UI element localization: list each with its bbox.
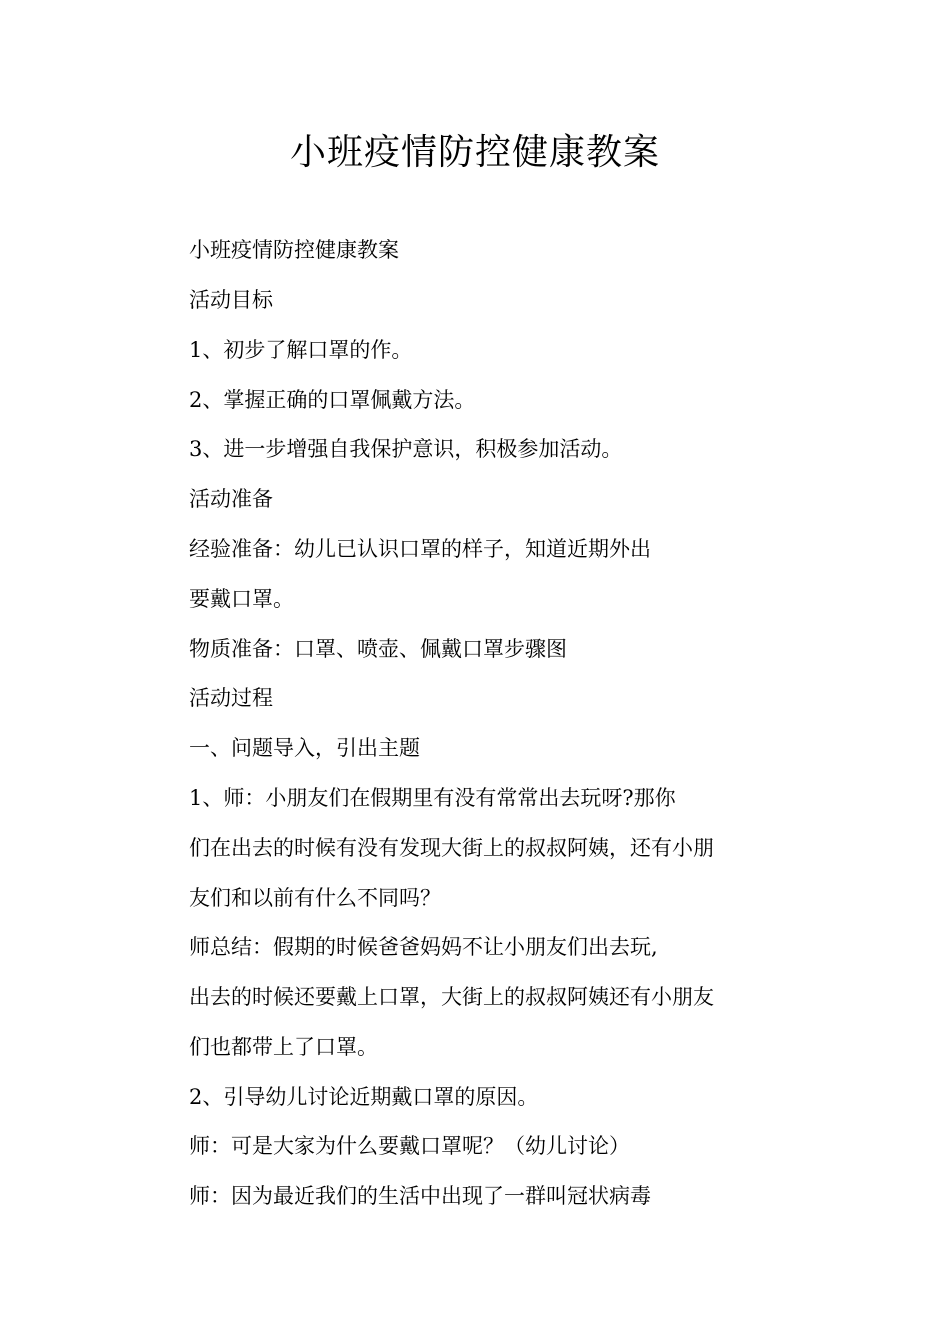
body-line: 1、师：小朋友们在假期里有没有常常出去玩呀?那你 (189, 786, 676, 810)
document-title: 小班疫情防控健康教案 (289, 132, 660, 173)
body-line: 出去的时候还要戴上口罩，大街上的叔叔阿姨还有小朋友 (189, 985, 714, 1009)
body-line: 2、引导幼儿讨论近期戴口罩的原因。 (189, 1085, 539, 1109)
body-line: 经验准备：幼儿已认识口罩的样子，知道近期外出 (189, 537, 651, 561)
body-line: 师：可是大家为什么要戴口罩呢？（幼儿讨论） (189, 1134, 630, 1158)
body-line: 3、进一步增强自我保护意识，积极参加活动。 (189, 437, 623, 461)
body-line: 友们和以前有什么不同吗？ (189, 886, 441, 910)
body-line: 要戴口罩。 (189, 587, 294, 611)
body-line: 物质准备：口罩、喷壶、佩戴口罩步骤图 (189, 637, 567, 661)
body-line: 师：因为最近我们的生活中出现了一群叫冠状病毒 (189, 1184, 651, 1208)
body-line: 活动过程 (189, 686, 273, 710)
body-line: 活动目标 (189, 288, 273, 312)
body-line: 们在出去的时候有没有发现大街上的叔叔阿姨，还有小朋 (189, 836, 714, 860)
body-line: 小班疫情防控健康教案 (189, 238, 399, 262)
body-line: 师总结：假期的时候爸爸妈妈不让小朋友们出去玩, (189, 935, 658, 959)
body-line: 一、问题导入，引出主题 (189, 736, 420, 760)
body-line: 们也都带上了口罩。 (189, 1035, 378, 1059)
body-line: 2、掌握正确的口罩佩戴方法。 (189, 388, 476, 412)
body-line: 1、初步了解口罩的作。 (189, 338, 413, 362)
body-line: 活动准备 (189, 487, 273, 511)
